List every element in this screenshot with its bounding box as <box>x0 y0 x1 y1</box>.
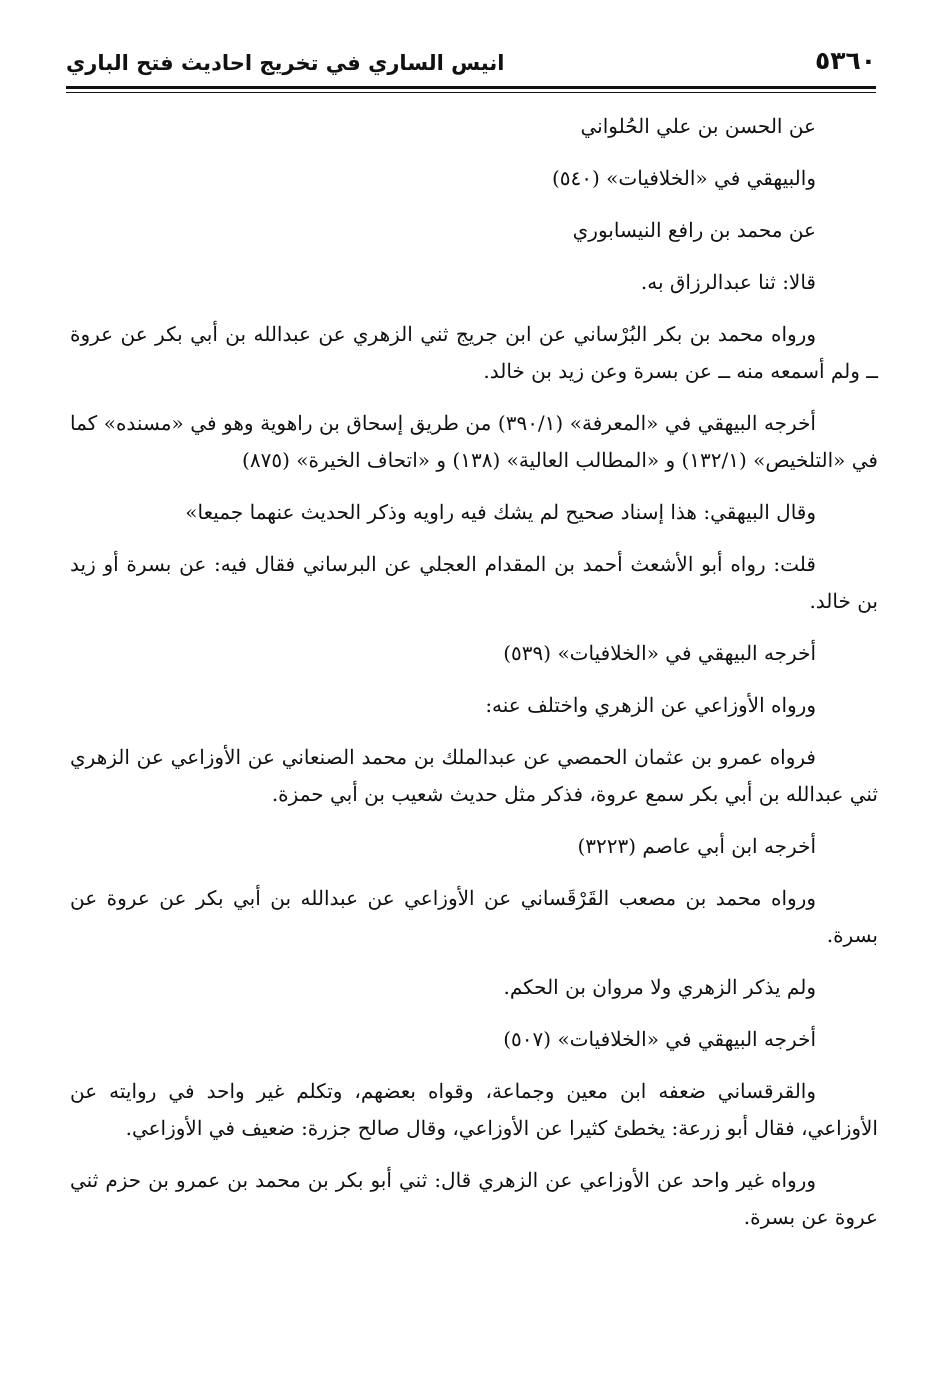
paragraph: وقال البيهقي: هذا إسناد صحيح لم يشك فيه راويه وذكر الحديث عنهما جميعا» <box>185 500 816 524</box>
paragraph: عن محمد بن رافع النيسابوري <box>572 218 816 242</box>
paragraph: فرواه عمرو بن عثمان الحمصي عن عبدالملك بن محمد الصنعاني عن الأوزاعي عن الزهري ثني عبدالله بن أبي بكر سمع عروة، فذكر مثل حديث شعيب بن أبي حمزة. <box>70 745 878 806</box>
paragraph: ولم يذكر الزهري ولا مروان بن الحكم. <box>503 975 816 999</box>
header-rule-thick <box>66 86 876 89</box>
paragraph: قلت: رواه أبو الأشعث أحمد بن المقدام العجلي عن البرساني فقال فيه: عن بسرة أو زيد بن خالد. <box>70 552 878 613</box>
paragraph: ورواه محمد بن بكر البُرْساني عن ابن جريج ثني الزهري عن عبدالله بن أبي بكر عن عروة ــ ولم أسمعه منه ــ عن بسرة وعن زيد بن خالد. <box>70 322 878 383</box>
paragraph: أخرجه البيهقي في «المعرفة» (٣٩٠/١) من طريق إسحاق بن راهوية وهو في «مسنده» كما في «التلخيص» (١٣٢/١) و «المطالب العالية» (١٣٨) و «اتحاف الخيرة» (٨٧٥) <box>70 411 878 472</box>
paragraph: أخرجه البيهقي في «الخلافيات» (٥٣٩) <box>503 641 816 665</box>
page-number: ٥٣٦٠ <box>814 46 876 75</box>
running-title: انيس الساري في تخريج احاديث فتح الباري <box>66 51 505 75</box>
paragraph: أخرجه ابن أبي عاصم (٣٢٢٣) <box>577 834 816 858</box>
paragraph: ورواه محمد بن مصعب القَرْقَساني عن الأوزاعي عن عبدالله بن أبي بكر عن عروة عن بسرة. <box>70 886 878 947</box>
main-text <box>70 108 878 1251</box>
paragraph: والقرقساني ضعفه ابن معين وجماعة، وقواه بعضهم، وتكلم غير واحد في روايته عن الأوزاعي، فقال أبو زرعة: يخطئ كثيرا عن الأوزاعي، وقال صالح جزرة: ضعيف في الأوزاعي. <box>70 1079 878 1140</box>
paragraph: والبيهقي في «الخلافيات» (٥٤٠) <box>551 166 816 190</box>
paragraph: عن الحسن بن علي الحُلواني <box>580 114 816 138</box>
paragraph: ورواه الأوزاعي عن الزهري واختلف عنه: <box>485 693 816 717</box>
paragraph: أخرجه البيهقي في «الخلافيات» (٥٠٧) <box>503 1027 816 1051</box>
page-header <box>66 44 876 84</box>
header-rule-thin <box>66 92 876 93</box>
paragraph: ورواه غير واحد عن الأوزاعي عن الزهري قال: ثني أبو بكر بن محمد بن عمرو بن حزم ثني عروة عن بسرة. <box>70 1168 878 1229</box>
paragraph: قالا: ثنا عبدالرزاق به. <box>640 270 816 294</box>
